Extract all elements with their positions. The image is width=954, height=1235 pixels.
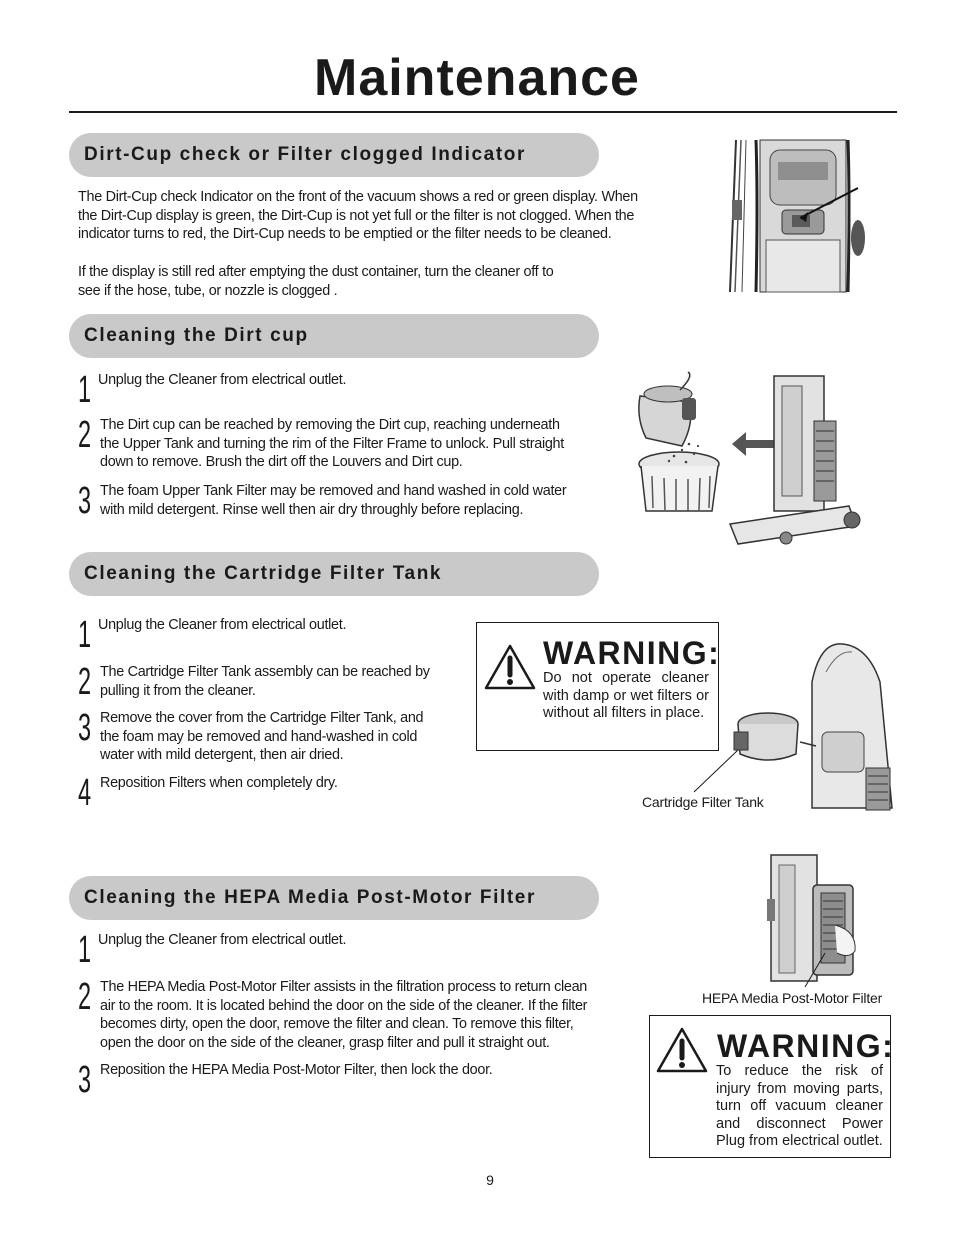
step-number: 1 xyxy=(78,369,92,411)
indicator-paragraph-1: The Dirt-Cup check Indicator on the front of the vacuum shows a red or green display. When the Dirt-Cup display is green, the Dirt-Cup is not yet full or the filter is not clogged. When the indicator turns to red, the Dirt-Cup needs to be emptied or the filter needs to be cleaned. xyxy=(78,189,638,243)
step-number: 1 xyxy=(78,929,92,971)
section-heading: Dirt-Cup check or Filter clogged Indicator xyxy=(84,144,526,165)
step-text: Reposition Filters when completely dry. xyxy=(100,775,338,791)
step-number: 3 xyxy=(78,480,92,522)
step-text: The Dirt cup can be reached by removing the Dirt cup, reaching underneath the Upper Tank and turning the rim of the Filter Frame to unlock. Pull straight down to remove. Brush the dirt off the Louvers and Dirt cup. xyxy=(100,417,564,471)
step-text: Unplug the Cleaner from electrical outlet. xyxy=(98,932,347,948)
warning-title: WARNING: xyxy=(717,1028,895,1064)
warning-text: Do not operate cleaner with damp or wet filters or without all filters in place. xyxy=(543,670,709,721)
step-text: The Cartridge Filter Tank assembly can be reached by pulling it from the cleaner. xyxy=(100,664,430,699)
cartridge-illustration xyxy=(730,642,895,812)
warning-title: WARNING: xyxy=(543,635,721,671)
section-header-dirtcup xyxy=(69,314,599,358)
page-title: Maintenance xyxy=(314,49,640,107)
step-number: 2 xyxy=(78,976,92,1018)
step-text: Reposition the HEPA Media Post-Motor Filter, then lock the door. xyxy=(100,1062,493,1078)
warning-box-filters xyxy=(476,622,719,751)
page-number: 9 xyxy=(486,1172,494,1188)
step-text: Unplug the Cleaner from electrical outlet. xyxy=(98,372,347,388)
step-text: The HEPA Media Post-Motor Filter assists in the filtration process to return clean air to the room. It is located behind the door on the side of the cleaner. If the filter becomes dirty, open the door, remove the filter and clean. To remove this filter, open the door on the side of the cleaner, grasp filter and pull it straight out. xyxy=(100,979,588,1052)
hepa-illustration xyxy=(765,855,865,985)
step-number: 4 xyxy=(78,772,92,814)
section-heading: Cleaning the Dirt cup xyxy=(84,325,309,346)
dirtcup-illustration xyxy=(634,376,864,551)
step-text: The foam Upper Tank Filter may be removed and hand washed in cold water with mild detergent. Rinse well then air dry throughly before replacing. xyxy=(100,483,567,518)
step-number: 2 xyxy=(78,414,92,456)
step-number: 3 xyxy=(78,1059,92,1101)
section-header-cartridge xyxy=(69,552,599,596)
warning-triangle-icon xyxy=(655,1026,709,1074)
hepa-caption: HEPA Media Post-Motor Filter xyxy=(702,990,883,1006)
indicator-paragraph-2: If the display is still red after emptying the dust container, turn the cleaner off to see if the hose, tube, or nozzle is clogged . xyxy=(78,264,554,299)
step-text: Remove the cover from the Cartridge Filter Tank, and the foam may be removed and hand-washed in cold water with mild detergent, then air dried. xyxy=(100,710,424,764)
warning-triangle-icon xyxy=(483,643,537,691)
title-divider xyxy=(69,111,897,113)
step-number: 1 xyxy=(78,614,92,656)
step-text: Unplug the Cleaner from electrical outlet. xyxy=(98,617,347,633)
warning-text: To reduce the risk of injury from moving parts, turn off vacuum cleaner and disconnect Power Plug from electrical outlet. xyxy=(716,1063,883,1149)
section-heading: Cleaning the HEPA Media Post-Motor Filter xyxy=(84,887,536,908)
section-header-indicator xyxy=(69,133,599,177)
step-number: 2 xyxy=(78,661,92,703)
step-number: 3 xyxy=(78,707,92,749)
indicator-illustration xyxy=(708,140,863,292)
section-heading: Cleaning the Cartridge Filter Tank xyxy=(84,563,443,584)
cartridge-caption: Cartridge Filter Tank xyxy=(642,794,764,810)
warning-box-injury xyxy=(649,1015,895,1158)
section-header-hepa xyxy=(69,876,599,920)
